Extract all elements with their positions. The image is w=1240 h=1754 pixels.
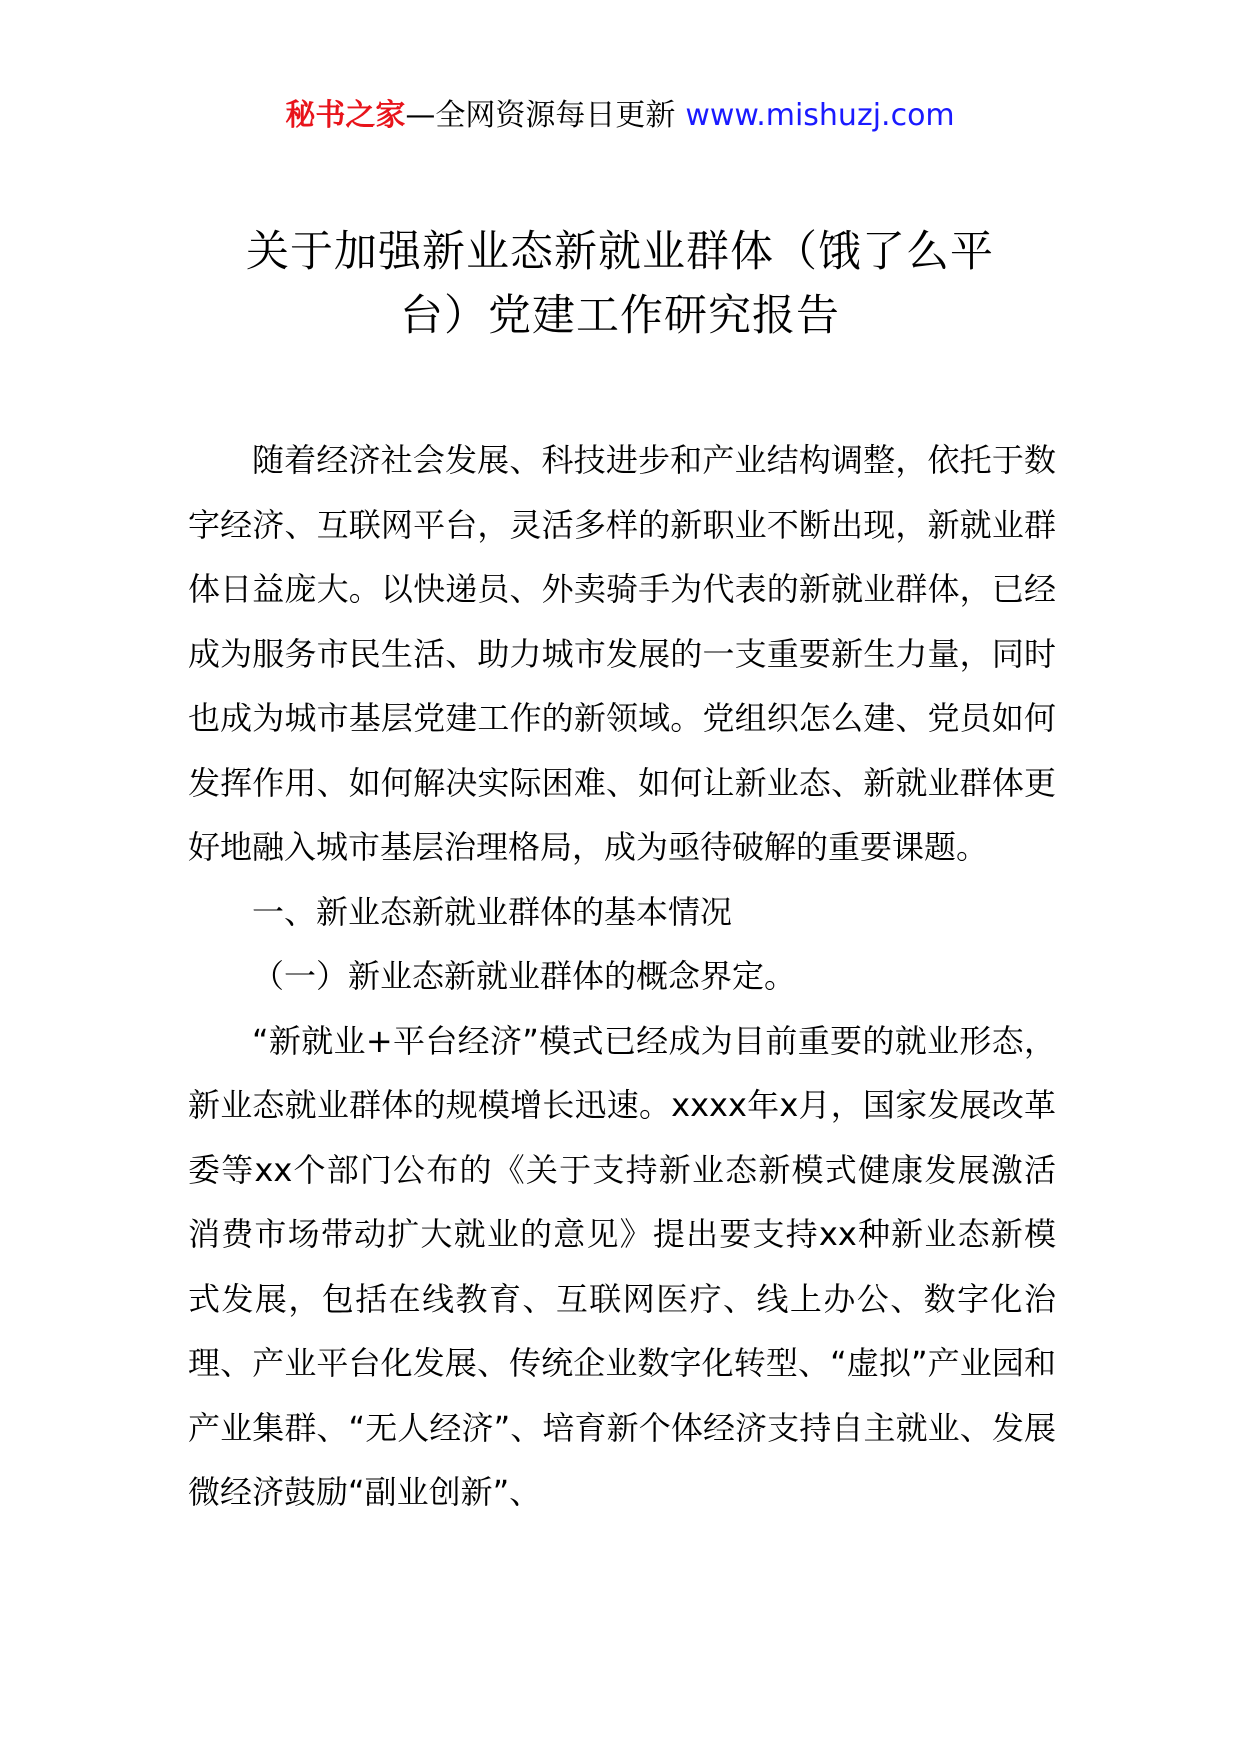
title-line-2: 台）党建工作研究报告 [400,291,840,341]
brand-name: 秘书之家 [285,98,406,133]
document-body [188,428,1056,1525]
section-heading: 一、新业态新就业群体的基本情况 [252,892,733,931]
document-title [0,220,1240,348]
header-tagline: —全网资源每日更新 [405,98,676,133]
site-url-link[interactable]: www.mishuzj.com [685,98,955,133]
body-paragraph: “新就业+平台经济”模式已经成为目前重要的就业形态，新业态就业群体的规模增长迅速。xxxx年x月，国家发展改革委等xx个部门公布的《关于支持新业态新模式健康发展激活消费市场带动扩大就业的意见》提出要支持xx种新业态新模式发展，包括在线教育、互联网医疗、线上办公、数字化治理、产业平台化发展、传统企业数字化转型、“虚拟”产业园和产业集群、“无人经济”、培育新个体经济支持自主就业、发展微经济鼓励“副业创新”、 [188,1021,1056,1511]
site-header [0,96,1240,136]
intro-paragraph: 随着经济社会发展、科技进步和产业结构调整，依托于数字经济、互联网平台，灵活多样的新职业不断出现，新就业群体日益庞大。以快递员、外卖骑手为代表的新就业群体，已经成为服务市民生活、助力城市发展的一支重要新生力量，同时也成为城市基层党建工作的新领域。党组织怎么建、党员如何发挥作用、如何解决实际困难、如何让新业态、新就业群体更好地融入城市基层治理格局，成为亟待破解的重要课题。 [188,441,1056,866]
title-line-1: 关于加强新业态新就业群体（饿了么平 [246,227,994,277]
subsection-heading: （一）新业态新就业群体的概念界定。 [252,957,797,995]
